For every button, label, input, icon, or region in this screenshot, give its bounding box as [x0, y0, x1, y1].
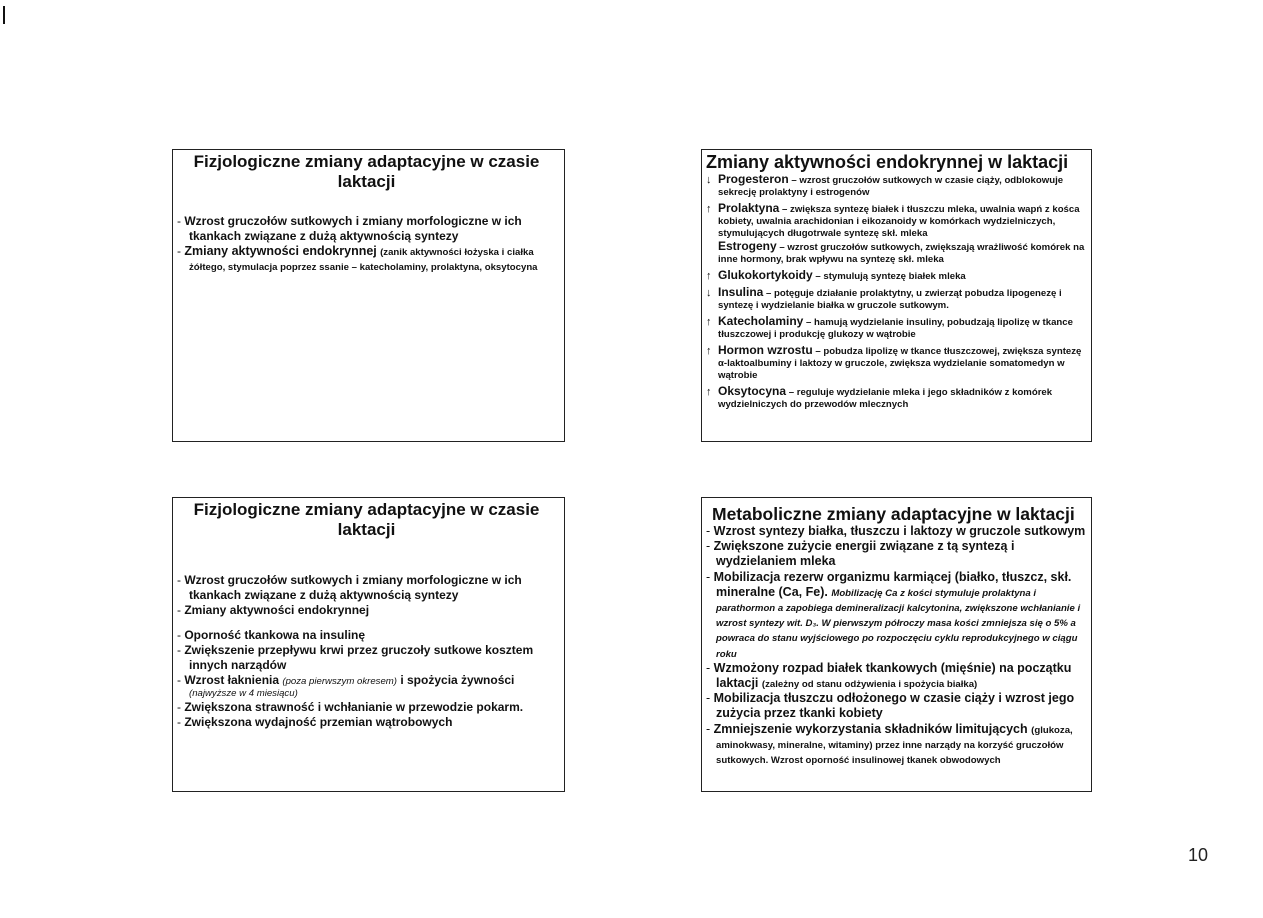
bullet-note: (poza pierwszym okresem): [282, 676, 397, 687]
hormone-name: Progesteron: [718, 172, 789, 186]
bullet-item: - Zwiększone zużycie energii związane z tą syntezą i wydzielaniem mleka: [706, 539, 1015, 569]
slide-bottom-left: [172, 497, 565, 792]
hormone-name: Prolaktyna: [718, 201, 780, 215]
slide-top-left: [172, 149, 565, 442]
bullet-note: (zależny od stanu odżywienia i spożycia białka): [761, 679, 978, 691]
bullet-item: - Zwiększona wydajność przemian wątrobowych: [177, 715, 453, 729]
bullet-item: - Wzrost gruczołów sutkowych i zmiany morfologiczne w ich tkankach związane z dużą aktywnością syntezy: [177, 573, 522, 602]
bullet-note: Mobilizację Ca z kości stymuluje prolaktyna i parathormon a zapobiega demineralizacji kalcytonina, zwiększone wchłanianie i wzrost syntezy wit. D₃. W pierwszym półroczy masa kości zmniejsza się o 5% a powraca do stanu wyjściowego po rozpoczęciu cyklu reprodukcyjnego w ciągu roku: [716, 587, 1081, 660]
slide-title: Fizjologiczne zmiany adaptacyjne w czasie laktacji: [193, 500, 540, 539]
bullet-text: Wzrost gruczołów sutkowych i zmiany morfologiczne w ich tkankach związane z dużą aktywnością syntezy: [184, 573, 522, 602]
hormone-list: [706, 173, 1087, 411]
arrow-up-icon: ↑: [706, 270, 712, 282]
bullet-item: - Wzrost syntezy białka, tłuszczu i laktozy w gruczole sutkowym: [706, 524, 1086, 538]
hormone-entry: [706, 315, 1087, 341]
slide-top-right: [701, 149, 1092, 442]
hormone-description: – zwiększa syntezę białek i tłuszczu mleka, uwalnia wapń z kośca kobiety, uwalnia arachidonian i eikozanoidy w komórkach wydzielniczych, stymulujących długotrwale syntezę skł. mleka: [718, 204, 1080, 239]
hormone-description: – reguluje wydzielanie mleka i jego składników z komórek wydzielniczych do przewodów mlecznych: [718, 387, 1053, 410]
bullet-text: Mobilizacja tłuszczu odłożonego w czasie ciąży i wzrost jego zużycia przez tkanki kobiety: [713, 691, 1075, 721]
bullet-text: i spożycia żywności: [400, 673, 515, 687]
bullet-item: - Mobilizacja tłuszczu odłożonego w czasie ciąży i wzrost jego zużycia przez tkanki kobiety: [706, 691, 1075, 721]
bullet-text: Zmiany aktywności endokrynnej: [184, 603, 370, 617]
bullet-item: - Wzmożony rozpad białek tkankowych (mięśnie) na początku laktacji (zależny od stanu odżywienia i spożycia białka): [706, 660, 1072, 691]
bullet-item: - Zmiany aktywności endokrynnej: [177, 603, 370, 617]
hormone-name: Glukokortykoidy: [718, 268, 813, 282]
bullet-note: (najwyższe w 4 miesiącu): [189, 688, 298, 699]
bullet-text: Zmniejszenie wykorzystania składników limitujących: [713, 721, 1028, 736]
bullet-note: (glukoza, aminokwasy, mineralne, witaminy) przez inne narządy na korzyść gruczołów sutkowych. Wzrost oporność insulinowej tkanek obwodowych: [716, 724, 1073, 767]
bullet-item: - Wzrost gruczołów sutkowych i zmiany morfologiczne w ich tkankach związane z dużą aktywnością syntezy: [177, 214, 522, 243]
bullet-item: - Zmiany aktywności endokrynnej (zanik aktywności łożyska i ciałka żółtego, stymulacja poprzez ssanie – katecholaminy, prolaktyna, oksytocyna: [177, 244, 538, 273]
hormone-entry: [706, 385, 1087, 411]
bullet-item: - Oporność tkankowa na insulinę: [177, 628, 366, 642]
bullet-text: Zwiększenie przepływu krwi przez gruczoły sutkowe kosztem innych narządów: [184, 643, 534, 672]
page-edge-mark: [3, 6, 5, 24]
bullet-item: - Zwiększenie przepływu krwi przez gruczoły sutkowe kosztem innych narządów: [177, 643, 534, 672]
arrow-down-icon: ↓: [706, 174, 712, 186]
hormone-entry: [706, 269, 1087, 283]
hormone-description: – pobudza lipolizę w tkance tłuszczowej, zwiększa syntezę α-laktoalbuminy i laktozy w gruczole, zwiększa wydzielanie somatomedyn w wątrobie: [718, 346, 1082, 381]
bullet-text: Wzrost syntezy białka, tłuszczu i laktozy w gruczole sutkowym: [713, 524, 1086, 538]
hormone-description: – wzrost gruczołów sutkowych, zwiększają wrażliwość komórek na inne hormony, brak wpływu na syntezę skł. mleka: [718, 242, 1085, 265]
bullet-text: Wzrost gruczołów sutkowych i zmiany morfologiczne w ich tkankach związane z dużą aktywnością syntezy: [184, 214, 522, 243]
arrow-up-icon: ↑: [706, 386, 712, 398]
bullet-text: Wzmożony rozpad białek tkankowych (mięśnie) na początku laktacji: [713, 660, 1072, 691]
hormone-name: Hormon wzrostu: [718, 343, 813, 357]
hormone-name: Estrogeny: [718, 239, 777, 253]
hormone-name: Insulina: [718, 285, 764, 299]
bullet-item: - Zwiększona strawność i wchłanianie w przewodzie pokarm.: [177, 700, 524, 714]
hormone-entry: [706, 173, 1087, 199]
arrow-down-icon: ↓: [706, 287, 712, 299]
arrow-up-icon: ↑: [706, 345, 712, 357]
slide-title: Zmiany aktywności endokrynnej w laktacji: [706, 152, 1069, 172]
bullet-item: - Wzrost łaknienia (poza pierwszym okresem) i spożycia żywności (najwyższe w 4 miesiącu): [177, 673, 556, 700]
slide-bottom-right: [701, 497, 1092, 792]
hormone-entry: [706, 344, 1087, 382]
slide-title: Metaboliczne zmiany adaptacyjne w laktacji: [712, 504, 1075, 524]
hormone-name: Oksytocyna: [718, 384, 787, 398]
bullet-text: Zmiany aktywności endokrynnej: [184, 244, 377, 258]
hormone-description: – stymulują syntezę białek mleka: [815, 271, 966, 282]
bullet-text: Oporność tkankowa na insulinę: [184, 628, 366, 642]
bullet-text: Wzrost łaknienia: [184, 673, 280, 687]
hormone-entry: [706, 240, 1087, 266]
arrow-up-icon: ↑: [706, 316, 712, 328]
bullet-text: Zwiększona wydajność przemian wątrobowych: [184, 715, 453, 729]
bullet-item: - Mobilizacja rezerw organizmu karmiącej (białko, tłuszcz, skł. mineralne (Ca, Fe). Mobilizację Ca z kości stymuluje prolaktyna i parathormon a zapobiega demineralizacji kalcytonina, zwiększone wchłanianie i wzrost syntezy wit. D₃. W pierwszym półroczy masa kości zmniejsza się o 5% a powraca do stanu wyjściowego po rozpoczęciu cyklu reprodukcyjnego w ciągu roku: [706, 569, 1081, 660]
bullet-text: Zwiększone zużycie energii związane z tą syntezą i wydzielaniem mleka: [713, 539, 1015, 569]
hormone-description: – potęguje działanie prolaktytny, u zwierząt pobudza lipogenezę i syntezę i wydzielanie białka w gruczole sutkowym.: [718, 288, 1062, 311]
bullet-note: (zanik aktywności łożyska i ciałka żółtego, stymulacja poprzez ssanie – katecholaminy, prolaktyna, oksytocyna: [189, 247, 538, 273]
hormone-description: – hamują wydzielanie insuliny, pobudzają lipolizę w tkance tłuszczowej i produkcję glukozy w wątrobie: [718, 317, 1073, 340]
bullet-text: Zwiększona strawność i wchłanianie w przewodzie pokarm.: [184, 700, 524, 714]
page-number: 10: [1188, 845, 1209, 865]
hormone-entry: [706, 202, 1087, 240]
slide-title: Fizjologiczne zmiany adaptacyjne w czasie laktacji: [193, 152, 540, 191]
arrow-up-icon: ↑: [706, 203, 712, 215]
bullet-text: Mobilizacja rezerw organizmu karmiącej (białko, tłuszcz, skł. mineralne (Ca, Fe).: [713, 569, 1072, 599]
hormone-name: Katecholaminy: [718, 314, 804, 328]
bullet-item: - Zmniejszenie wykorzystania składników limitujących (glukoza, aminokwasy, mineralne, witaminy) przez inne narządy na korzyść gruczołów sutkowych. Wzrost oporność insulinowej tkanek obwodowych: [706, 721, 1073, 767]
hormone-description: – wzrost gruczołów sutkowych w czasie ciąży, odblokowuje sekrecję prolaktyny i estrogenów: [718, 175, 1064, 198]
hormone-entry: [706, 286, 1087, 312]
